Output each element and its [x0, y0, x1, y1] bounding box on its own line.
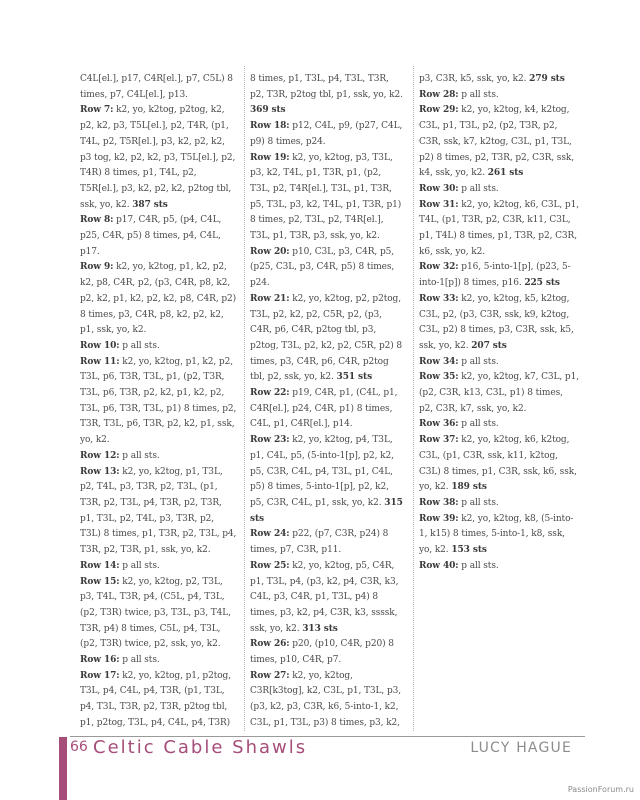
instruction-row: [80, 72, 237, 103]
row-text: p all sts.: [119, 560, 160, 571]
stitch-count: 351 sts: [336, 372, 373, 383]
column-divider: [244, 66, 245, 731]
row-text: p10, C3L, p3, C4R, p5, (p25, C3L, p3, C4R, p5) 8 times, p24.: [250, 246, 395, 289]
instruction-row: [250, 386, 403, 433]
instruction-row: [250, 637, 403, 668]
row-text: k2, yo, k2tog, k6, C3L, p1, T4L, (p1, T3R, p2, C3R, k11, C3L, p1, T4L) 8 times, p1, T3R, p2, C3R, k6, ssk, yo, k2.: [419, 199, 579, 257]
instruction-row: [80, 575, 237, 654]
instruction-row: [80, 653, 237, 669]
row-label: Row 9:: [80, 262, 114, 273]
row-label: Row 34:: [419, 356, 459, 367]
row-text: p3, C3R, k5, ssk, yo, k2.: [419, 74, 530, 84]
instruction-row: [419, 182, 579, 198]
stitch-count: 189 sts: [451, 482, 487, 493]
row-label: Row 13:: [80, 466, 120, 477]
instruction-row: [419, 260, 579, 291]
row-label: Row 11:: [80, 356, 120, 367]
row-text: k2, yo, k2tog, p1, k2, p2, k2, p8, C4R, p2, (p3, C4R, p8, k2, p2, k2, p1, k2, p2, k2, p8, C4R, p2) 8 times, p3, C4R, p8, k2, p2, k2, p1, ssk, yo, k2.: [80, 262, 237, 336]
instruction-row: [419, 72, 579, 88]
watermark: PassionForum.ru: [567, 785, 634, 794]
row-label: Row 21:: [250, 293, 290, 304]
row-label: Row 22:: [250, 388, 290, 399]
row-text: p all sts.: [458, 356, 499, 367]
row-text: 8 times, p1, T3L, p4, T3L, T3R, p2, T3R, p2tog tbl, p1, ssk, yo, k2.: [250, 74, 403, 100]
row-label: Row 37:: [419, 435, 459, 446]
row-label: Row 30:: [419, 183, 459, 194]
page-color-bar: [59, 737, 67, 800]
instruction-row: [80, 559, 237, 575]
row-text: p16, 5-into-1[p], (p23, 5-into-1[p]) 8 times, p16.: [419, 262, 571, 289]
row-text: k2, yo, k2tog, p3, T3L, p3, k2, T4L, p1, T3R, p1, (p2, T3L, p2, T4R[el.], T3L, p1, T3R, p5, T3L, p3, k2, T4L, p1, T3R, p1) 8 times, p2, T3L, p2, T4R[el.], T3L, p1, T3R, p3, ssk, yo, k2.: [250, 152, 402, 242]
instruction-row: [250, 433, 403, 527]
instruction-row: [419, 496, 579, 512]
row-label: Row 28:: [419, 89, 459, 100]
row-label: Row 19:: [250, 152, 290, 163]
stitch-count: 261 sts: [487, 168, 524, 179]
instruction-row: [80, 465, 237, 559]
row-text: p all sts.: [458, 560, 499, 571]
column-divider: [413, 66, 414, 731]
row-label: Row 10:: [80, 340, 120, 351]
instructions-column-3: [419, 72, 579, 575]
row-label: Row 14:: [80, 560, 120, 571]
row-text: k2, yo, k2tog, k5, k2tog, C3L, p2, (p3, C3R, ssk, k9, k2tog, C3L, p2) 8 times, p3, C3R, ssk, k5, ssk, yo, k2.: [419, 293, 574, 351]
instruction-row: [419, 512, 579, 559]
row-text: k2, yo, k2tog, p5, C4R, p1, T3L, p4, (p3, k2, p4, C3R, k3, C4L, p3, C4R, p1, T3L, p4) 8 times, p3, k2, p4, C3R, k3, ssssk, ssk, yo, k2.: [250, 560, 399, 634]
row-label: Row 31:: [419, 199, 459, 210]
row-text: k2, yo, k2tog, k7, C3L, p1, (p2, C3R, k13, C3L, p1) 8 times, p2, C3R, k7, ssk, yo, k2.: [419, 372, 579, 414]
row-text: k2, yo, k2tog, C3R[k3tog], k2, C3L, p1, T3L, p3, (p3, k2, p3, C3R, k6, 5-into-1, k2, C3L, p1, T3L, p3) 8 times, p3, k2,: [250, 670, 402, 728]
stitch-count: 387 sts: [132, 199, 168, 210]
instruction-row: [419, 417, 579, 433]
row-text: p all sts.: [458, 89, 499, 100]
row-label: Row 29:: [419, 105, 459, 116]
instruction-row: [80, 213, 237, 260]
instruction-row: [419, 433, 579, 496]
row-label: Row 20:: [250, 246, 290, 257]
row-text: C4L[el.], p17, C4R[el.], p7, C5L) 8 times, p7, C4L[el.], p13.: [80, 74, 233, 100]
row-text: k2, yo, k2tog, p2tog, k2, p2, k2, p3, T5L[el.], p2, T4R, (p1, T4L, p2, T5R[el.], p3, k2, p2, k2, p3 tog, k2, p2, k2, p3, T5L[el.], p2, T4R) 8 times, p1, T4L, p2, T5R[el.], p3, k2, p2, k2, p2tog tbl, ssk, yo, k2.: [80, 105, 236, 210]
row-label: Row 25:: [250, 560, 290, 571]
instruction-row: [80, 449, 237, 465]
instruction-row: [419, 88, 579, 104]
row-text: k2, yo, k2tog, p2, T3L, p3, T4L, T3R, p4, (C5L, p4, T3L, (p2, T3R) twice, p3, T3L, p3, T4L, T3R, p4) 8 times, C5L, p4, T3L, (p2, T3R) twice, p2, ssk, yo, k2.: [80, 576, 231, 650]
instruction-row: [419, 292, 579, 355]
row-label: Row 38:: [419, 497, 459, 508]
row-text: p17, C4R, p5, (p4, C4L, p25, C4R, p5) 8 times, p4, C4L, p17.: [80, 215, 222, 257]
instruction-row: [419, 198, 579, 261]
row-label: Row 16:: [80, 655, 120, 666]
instruction-row: [250, 119, 403, 150]
row-text: k2, yo, k2tog, p4, T3L, p1, C4L, p5, (5-into-1[p], p2, k2, p5, C3R, C4L, p4, T3L, p1, C4L, p5) 8 times, 5-into-1[p], p2, k2, p5, C3R, C4L, p1, ssk, yo, k2.: [250, 435, 394, 508]
row-label: Row 27:: [250, 670, 290, 681]
instruction-row: [80, 260, 237, 339]
row-text: p all sts.: [458, 419, 499, 430]
row-label: Row 40:: [419, 560, 459, 571]
instructions-column-1: [80, 72, 237, 732]
row-label: Row 24:: [250, 529, 290, 540]
instruction-row: [419, 355, 579, 371]
row-text: k2, yo, k2tog, k8, (5-into-1, k15) 8 times, 5-into-1, k8, ssk, yo, k2.: [419, 513, 574, 556]
book-title: Celtic Cable Shawls: [93, 737, 308, 758]
row-text: p20, (p10, C4R, p20) 8 times, p10, C4R, p7.: [250, 639, 394, 666]
row-text: p all sts.: [458, 497, 499, 508]
row-label: Row 8:: [80, 215, 114, 226]
instruction-row: [419, 559, 579, 575]
stitch-count: 369 sts: [250, 105, 286, 116]
row-text: p22, (p7, C3R, p24) 8 times, p7, C3R, p11.: [250, 529, 389, 556]
row-label: Row 17:: [80, 670, 120, 681]
row-label: Row 39:: [419, 513, 459, 524]
row-text: p12, C4L, p9, (p27, C4L, p9) 8 times, p24.: [250, 121, 403, 147]
instruction-row: [80, 355, 237, 449]
row-text: p all sts.: [458, 183, 499, 194]
instruction-row: [80, 669, 237, 732]
row-text: p all sts.: [119, 340, 160, 351]
stitch-count: 225 sts: [524, 278, 560, 289]
row-label: Row 12:: [80, 450, 120, 461]
author-name: LUCY HAGUE: [470, 740, 572, 756]
instruction-row: [250, 292, 403, 386]
row-label: Row 7:: [80, 105, 114, 116]
instruction-row: [250, 527, 403, 558]
stitch-count: 315 sts: [250, 497, 403, 524]
row-label: Row 15:: [80, 576, 120, 587]
stitch-count: 207 sts: [471, 340, 507, 351]
row-label: Row 33:: [419, 293, 459, 304]
instruction-row: [250, 151, 403, 245]
row-text: p19, C4R, p1, (C4L, p1, C4R[el.], p24, C4R, p1) 8 times, C4L, p1, C4R[el.], p14.: [250, 388, 398, 430]
row-text: p all sts.: [119, 450, 160, 461]
stitch-count: 279 sts: [529, 74, 565, 84]
row-text: p all sts.: [119, 655, 160, 666]
instructions-column-2: [250, 72, 403, 732]
instruction-row: [250, 669, 403, 732]
instruction-row: [80, 339, 237, 355]
row-label: Row 23:: [250, 435, 290, 446]
page-number: 66: [70, 739, 88, 755]
instruction-row: [250, 245, 403, 292]
row-label: Row 35:: [419, 372, 459, 383]
stitch-count: 153 sts: [451, 545, 487, 556]
row-text: k2, yo, k2tog, k6, k2tog, C3L, (p1, C3R, ssk, k11, k2tog, C3L) 8 times, p1, C3R, ssk, k6, ssk, yo, k2.: [419, 435, 577, 493]
row-text: k2, yo, k2tog, p1, k2, p2, T3L, p6, T3R, T3L, p1, (p2, T3R, T3L, p6, T3R, p2, k2, p1, k2, p2, T3L, p6, T3R, T3L, p1) 8 times, p2, T3R, T3L, p6, T3R, p2, k2, p1, ssk, yo, k2.: [80, 356, 237, 446]
instruction-row: [250, 559, 403, 638]
row-text: k2, yo, k2tog, p2, p2tog, T3L, p2, k2, p2, C5R, p2, (p3, C4R, p6, C4R, p2tog tbl, p3, p2tog, T3L, p2, k2, p2, C5R, p2) 8 times, p3, C4R, p6, C4R, p2tog tbl, p2, ssk, yo, k2.: [250, 293, 403, 383]
row-label: Row 18:: [250, 121, 290, 132]
row-text: k2, yo, k2tog, k4, k2tog, C3L, p1, T3L, p2, (p2, T3R, p2, C3R, ssk, k7, k2tog, C3L, p1, T3L, p2) 8 times, p2, T3R, p2, C3R, ssk, k4, ssk, yo, k2.: [419, 105, 574, 179]
row-text: k2, yo, k2tog, p1, p2tog, T3L, p4, C4L, p4, T3R, (p1, T3L, p4, T3L, T3R, p2, T3R, p2tog tbl, p1, p2tog, T3L, p4, C4L, p4, T3R): [80, 670, 231, 728]
instruction-row: [250, 72, 403, 119]
row-label: Row 26:: [250, 639, 290, 650]
stitch-count: 313 sts: [302, 623, 338, 634]
instruction-row: [419, 370, 579, 417]
row-label: Row 32:: [419, 262, 459, 273]
row-label: Row 36:: [419, 419, 459, 430]
instruction-row: [80, 103, 237, 213]
row-text: k2, yo, k2tog, p1, T3L, p2, T4L, p3, T3R, p2, T3L, (p1, T3R, p2, T3L, p4, T3R, p2, T3R, p1, T3L, p2, T4L, p3, T3R, p2, T3L) 8 times, p1, T3R, p2, T3L, p4, T3R, p2, T3R, p1, ssk, yo, k2.: [80, 466, 237, 556]
instruction-row: [419, 103, 579, 182]
